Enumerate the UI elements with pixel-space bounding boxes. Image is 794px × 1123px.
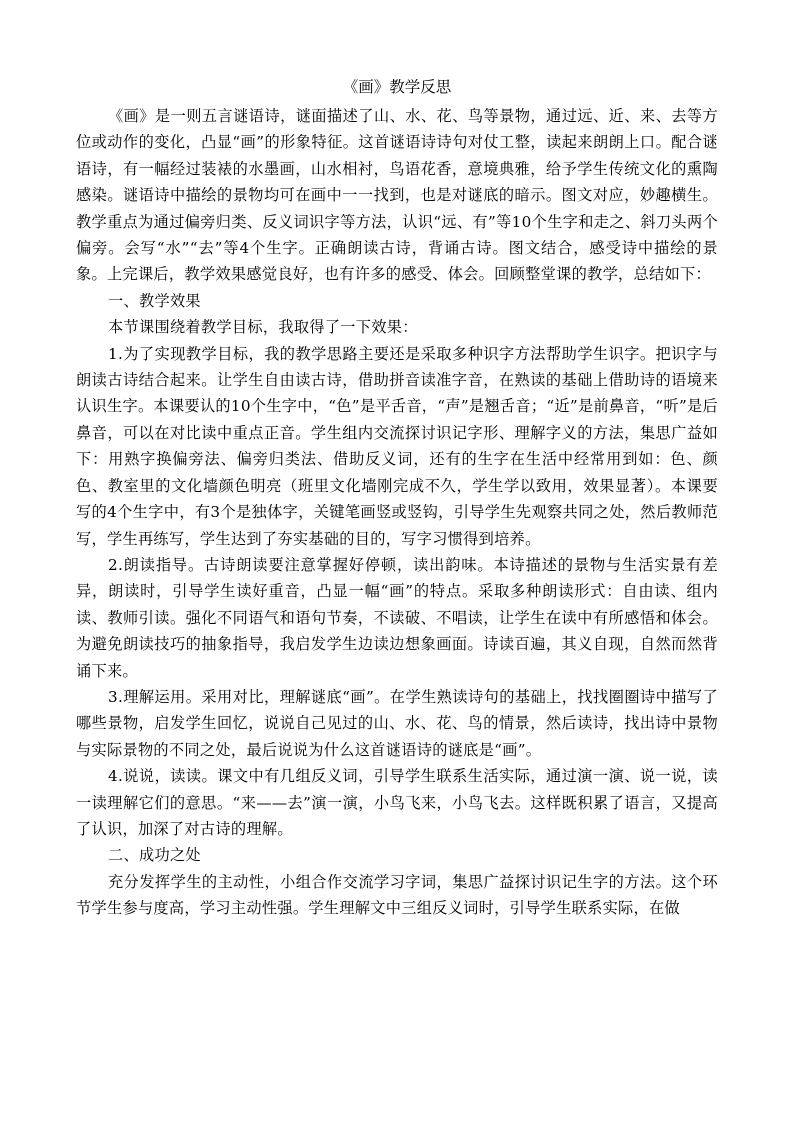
document-page	[76, 74, 718, 1114]
intro-paragraph: 《画》是一则五言谜语诗，谜面描述了山、水、花、鸟等景物，通过远、近、来、去等方位或动作的变化，凸显“画”的形象特征。这首谜语诗诗句对仗工整，读起来朗朗上口。配合谜语诗，有一幅经过装裱的水墨画，山水相衬，鸟语花香，意境典雅，给予学生传统文化的熏陶感染。谜语诗中描绘的景物均可在画中一一找到，也是对谜底的暗示。图文对应，妙趣横生。教学重点为通过偏旁归类、反义词识字等方法，认识“远、有”等10个生字和走之、斜刀头两个偏旁。会写“水”“去”等4个生字。正确朗读古诗，背诵古诗。图文结合，感受诗中描绘的景象。上完课后，教学效果感觉良好，也有许多的感受、体会。回顾整堂课的教学，总结如下：	[76, 107, 718, 284]
section2-paragraph: 充分发挥学生的主动性，小组合作交流学习字词，集思广益探讨识记生字的方法。这个环节学生参与度高，学习主动性强。学生理解文中三组反义词时，引导学生联系实际，在做	[76, 872, 718, 918]
point-3-paragraph: 3.理解运用。采用对比，理解谜底“画”。在学生熟读诗句的基础上，找找圈圈诗中描写了哪些景物，启发学生回忆，说说自己见过的山、水、花、鸟的情景，然后读诗，找出诗中景物与实际景物的不同之处，最后说说为什么这首谜语诗的谜底是“画”。	[76, 687, 718, 759]
section-heading-teaching-effect: 一、教学效果	[108, 291, 201, 310]
point-1-paragraph: 1.为了实现教学目标，我的教学思路主要还是采取多种识字方法帮助学生识字。把识字与朗读古诗结合起来。让学生自由读古诗，借助拼音读准字音，在熟读的基础上借助诗的语境来认识生字。本课要认的10个生字中，“色”是平舌音，“声”是翘舌音；“近”是前鼻音，“听”是后鼻音，可以在对比读中重点正音。学生组内交流探讨识记字形、理解字义的方法，集思广益如下：用熟字换偏旁法、偏旁归类法、借助反义词，还有的生字在生活中经常用到如：色、颜色、教室里的文化墙颜色明亮（班里文化墙刚完成不久，学生学以致用，效果显著）。本课要写的4个生字中，有3个是独体字，关键笔画竖或竖钩，引导学生先观察共同之处，然后教师范写，学生再练写，学生达到了夯实基础的目的，写字习惯得到培养。	[76, 344, 718, 548]
section-heading-successes: 二、成功之处	[108, 846, 201, 865]
point-4-paragraph: 4.说说，读读。课文中有几组反义词，引导学生联系生活实际，通过演一演、说一说，读一读理解它们的意思。“来——去”演一演，小鸟飞来，小鸟飞去。这样既积累了语言，又提高了认识，加深了对古诗的理解。	[76, 767, 718, 838]
document-title: 《画》教学反思	[342, 78, 452, 96]
point-2-paragraph: 2.朗读指导。古诗朗读要注意掌握好停顿，读出韵味。本诗描述的景物与生活实景有差异，朗读时，引导学生读好重音，凸显一幅“画”的特点。采取多种朗读形式：自由读、组内读、教师引读。强化不同语气和语句节奏，不读破、不唱读，让学生在读中有所感悟和体会。为避免朗读技巧的抽象指导，我启发学生边读边想象画面。诗读百遍，其义自现，自然而然背诵下来。	[76, 555, 718, 680]
section1-intro-paragraph: 本节课围绕着教学目标，我取得了一下效果：	[108, 318, 418, 337]
